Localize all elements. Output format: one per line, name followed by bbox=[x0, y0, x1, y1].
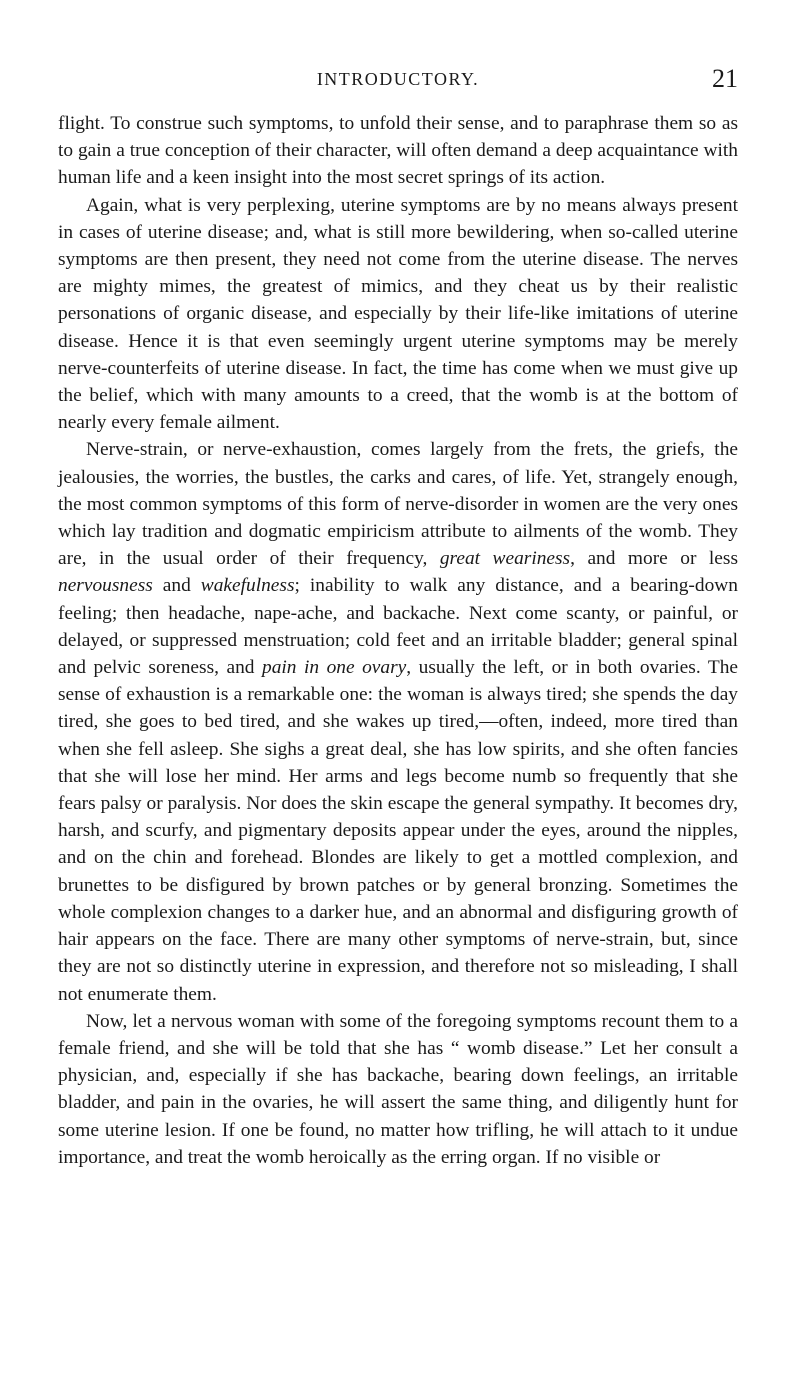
page-header bbox=[58, 62, 738, 96]
italic-phrase: wakefulness bbox=[200, 575, 295, 597]
paragraph bbox=[58, 436, 738, 1007]
text-run: Again, what is very perplexing, uterine symptoms are by no means always present in cases of uterine disease; and, what is still more bewildering, when so-called uterine symptoms are then present, they need not come from the uterine disease. The nerves are mighty mimes, the greatest of mimics, and they cheat us by their realistic personations of organic disease, and especially by their life-like imitations of uterine disease. Hence it is that even seemingly urgent uterine symptoms may be merely nerve-counterfeits of uterine disease. In fact, the time has come when we must give up the belief, which with many amounts to a creed, that the womb is at the bottom of nearly every female ailment. bbox=[58, 194, 738, 434]
italic-phrase: pain in one ovary bbox=[262, 657, 407, 679]
text-run: flight. To construe such symptoms, to unfold their sense, and to paraphrase them so as to gain a true conception of their character, will often demand a deep acquaintance with human life and a keen insight into the most secret springs of its action. bbox=[58, 113, 738, 189]
paragraph bbox=[58, 1008, 738, 1171]
body-text bbox=[58, 110, 738, 1171]
paragraph bbox=[58, 110, 738, 192]
text-run: , and more or less bbox=[570, 548, 738, 570]
text-run: Now, let a nervous woman with some of the foregoing symptoms recount them to a female friend, and she will be told that she has “ womb disease.” Let her consult a physician, and, especially if she has backache, bearing down feelings, an irritable bladder, and pain in the ovaries, he will assert the same thing, and diligently hunt for some uterine lesion. If one be found, no matter how trifling, he will attach to it undue importance, and treat the womb heroically as the erring organ. If no visible or bbox=[58, 1010, 738, 1168]
italic-phrase: great weariness bbox=[439, 548, 571, 570]
text-run: , usually the left, or in both ovaries. The sense of exhaustion is a remarkable one: the woman is always tired; she spends the day tired, she goes to bed tired, and she wakes up tired,—often, indeed, more tired than when she fell asleep. She sighs a great deal, she has low spirits, and she often fancies that she will lose her mind. Her arms and legs become numb so frequently that she fears palsy or paralysis. Nor does the skin escape the general sympathy. It becomes dry, harsh, and scurfy, and pigmentary deposits appear under the eyes, around the nipples, and on the chin and forehead. Blondes are likely to get a mottled complexion, and brunettes to be disfigured by brown patches or by general bronzing. Sometimes the whole complexion changes to a darker hue, and an abnormal and disfiguring growth of hair appears on the face. There are many other symptoms of nerve-strain, but, since they are not so distinctly uterine in expression, and therefore not so misleading, I shall not enumerate them. bbox=[58, 657, 738, 1005]
page-number: 21 bbox=[712, 64, 738, 93]
italic-phrase: nervousness bbox=[58, 575, 153, 597]
text-run: and bbox=[152, 575, 201, 597]
running-head: INTRODUCTORY. bbox=[316, 69, 480, 89]
text-run: Nerve-strain, or nerve-exhaustion, comes largely from the frets, the griefs, the jealousies, the worries, the bustles, the carks and cares, of life. Yet, strangely enough, the most common symptoms of this form of nerve-disorder in women are the very ones which lay tradition and dogmatic empiricism attribute to ailments of the womb. They are, in the usual order of their frequency, bbox=[58, 439, 738, 570]
text-run: ; inability to walk any distance, and a bearing-down feeling; then headache, nape-ache, and backache. Next come scanty, or painful, or delayed, or suppressed menstruation; cold feet and an irritable bladder; general spinal and pelvic soreness, and bbox=[58, 575, 738, 679]
paragraph bbox=[58, 192, 738, 437]
